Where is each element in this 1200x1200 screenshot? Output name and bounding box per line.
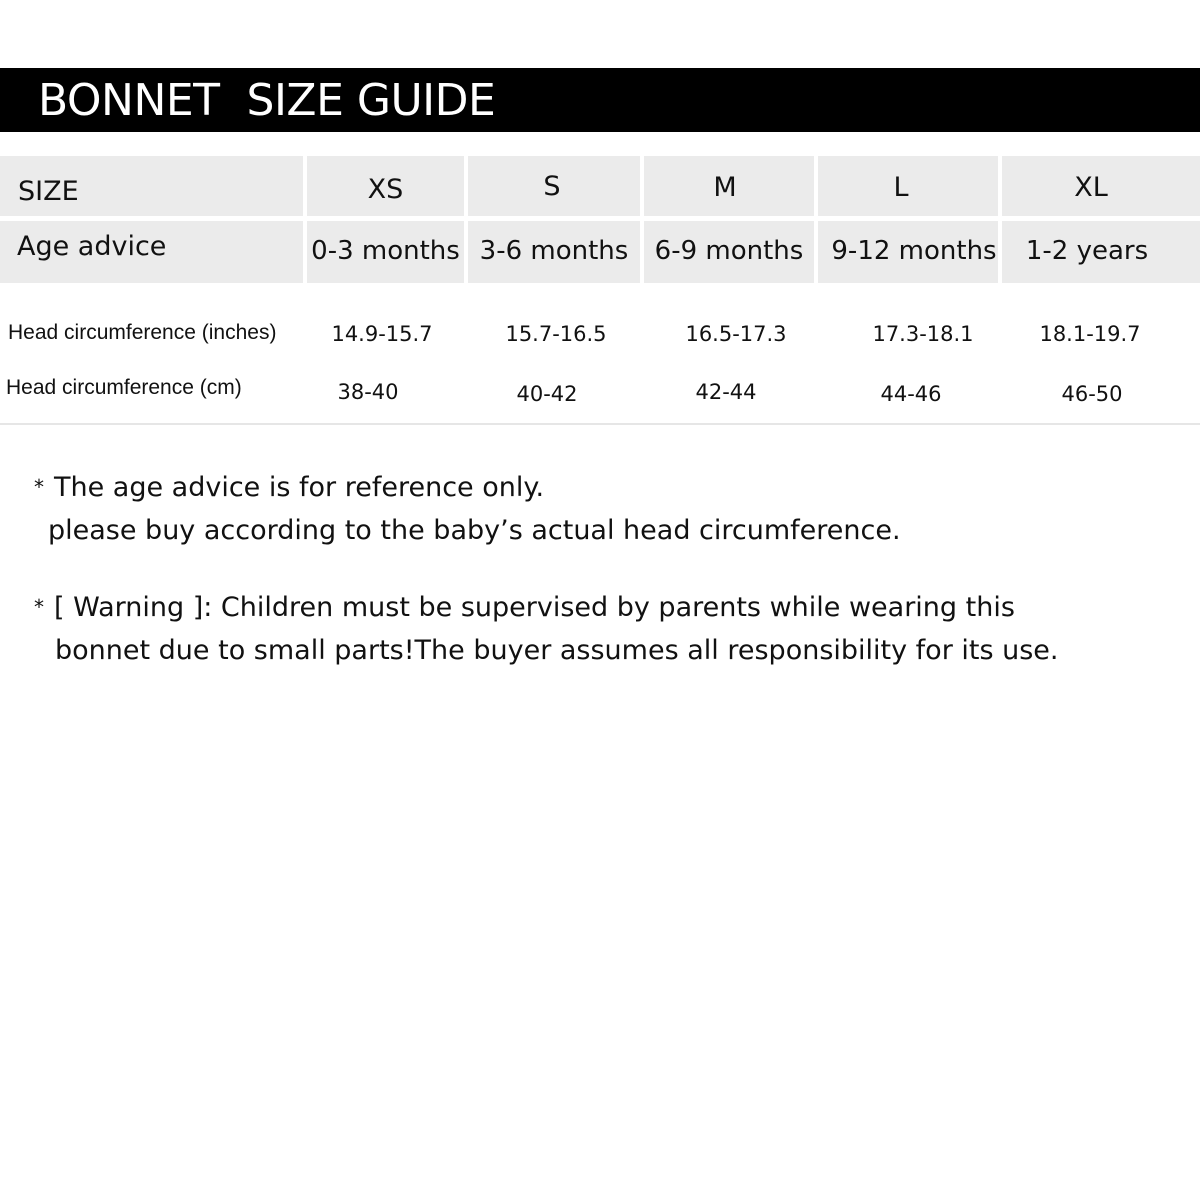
size-xs: XS xyxy=(367,174,404,205)
page-title: BONNET SIZE GUIDE xyxy=(38,75,496,126)
inches-xs: 14.9-15.7 xyxy=(331,322,433,346)
cm-l: 44-46 xyxy=(880,382,942,406)
table-bottom-rule xyxy=(0,423,1200,425)
cm-row-label: Head circumference (cm) xyxy=(6,376,242,399)
inches-s: 15.7-16.5 xyxy=(505,322,607,346)
inches-xl: 18.1-19.7 xyxy=(1039,322,1141,346)
size-l: L xyxy=(893,172,909,203)
size-xl: XL xyxy=(1074,172,1108,203)
note-2-line-2: bonnet due to small parts!The buyer assumes all responsibility for its use. xyxy=(55,635,1059,666)
bullet-asterisk-icon: * xyxy=(34,475,44,499)
note-1-line-1 xyxy=(34,469,544,506)
bullet-asterisk-icon: * xyxy=(34,595,44,619)
inches-l: 17.3-18.1 xyxy=(872,322,974,346)
note-1-text: The age advice is for reference only. xyxy=(54,472,545,503)
cm-s: 40-42 xyxy=(516,382,578,406)
size-s: S xyxy=(543,171,561,202)
inches-row-label: Head circumference (inches) xyxy=(8,321,277,344)
note-2-text: [ Warning ]: Children must be supervised by parents while wearing this xyxy=(54,592,1015,623)
cm-m: 42-44 xyxy=(695,380,757,404)
age-s: 3-6 months xyxy=(479,236,629,266)
age-row-label: Age advice xyxy=(17,231,167,262)
age-xs: 0-3 months xyxy=(311,236,460,266)
age-m: 6-9 months xyxy=(654,236,804,266)
cm-xl: 46-50 xyxy=(1061,382,1123,406)
note-2-line-1 xyxy=(34,589,1015,626)
size-row-label: SIZE xyxy=(18,176,79,207)
size-m: M xyxy=(713,172,737,203)
inches-m: 16.5-17.3 xyxy=(685,322,787,346)
age-xl: 1-2 years xyxy=(1025,236,1149,266)
note-1-line-2: please buy according to the baby’s actual head circumference. xyxy=(48,515,901,546)
age-l: 9-12 months xyxy=(831,236,997,266)
cm-xs: 38-40 xyxy=(337,380,399,404)
